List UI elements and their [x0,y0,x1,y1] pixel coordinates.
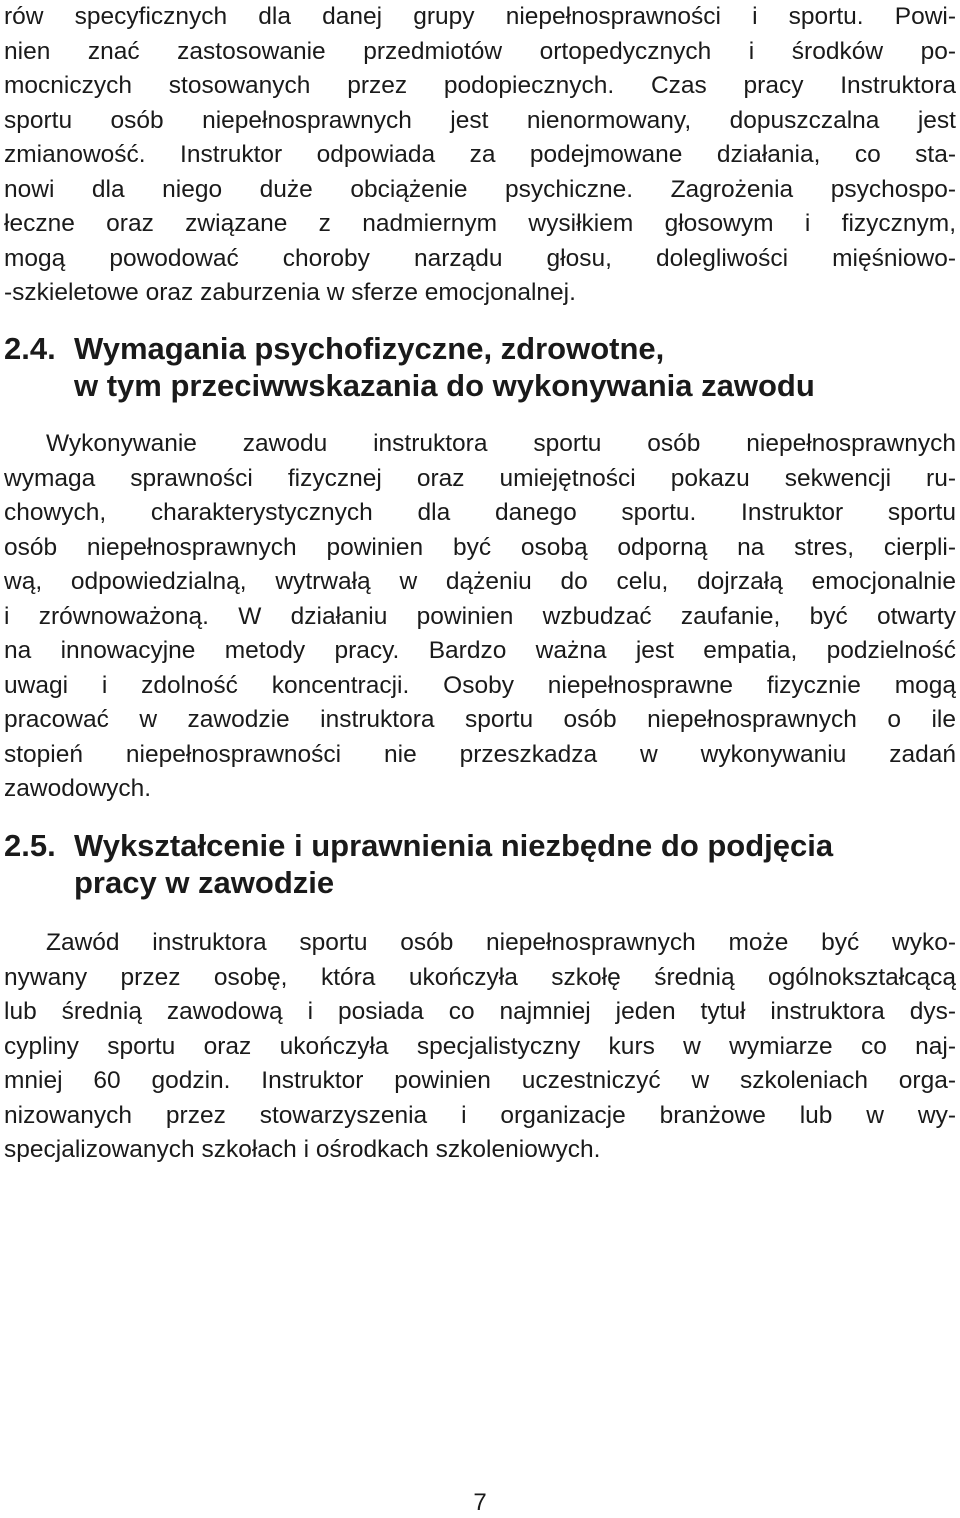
text-line: łeczne oraz związane z nadmiernym wysiłkiem głosowym i fizycznym, [4,210,956,237]
text-line: mogą powodować choroby narządu głosu, dolegliwości mięśniowo- [4,244,956,272]
text-line: nywany przez osobę, która ukończyła szkołę średnią ogólnokształcącą [4,963,956,991]
text-line: osób niepełnosprawnych powinien być osobą odporną na stres, cierpli- [4,533,956,561]
heading-line [4,864,956,901]
section-number: 2.4. [4,331,56,366]
text-line: nizowanych przez stowarzyszenia i organizacje branżowe lub w wy- [4,1101,956,1129]
text-line: Wykonywanie zawodu instruktora sportu osób niepełnosprawnych [46,430,956,457]
heading-title-line-1: Wykształcenie i uprawnienia niezbędne do podjęcia [74,828,834,863]
text-line: -szkieletowe oraz zaburzenia w sferze emocjonalnej. [4,279,576,306]
text-line: wą, odpowiedzialną, wytrwałą w dążeniu do celu, dojrzałą emocjonalnie [4,568,956,595]
heading-line [4,367,956,404]
section-heading-2-5 [4,827,956,901]
text-line: pracować w zawodzie instruktora sportu osób niepełnosprawnych o ile [4,706,956,733]
text-line: rów specyficznych dla danej grupy niepełnosprawności i sportu. Powi- [4,3,956,30]
text-line: specjalizowanych szkołach i ośrodkach szkoleniowych. [4,1136,601,1163]
text-line: i zrównoważoną. W działaniu powinien wzbudzać zaufanie, być otwarty [4,602,956,630]
section-2-5-paragraph [4,926,956,1168]
heading-line [4,827,956,864]
text-line: na innowacyjne metody pracy. Bardzo ważna jest empatia, podzielność [4,637,956,664]
text-line: zawodowych. [4,775,152,802]
text-line: uwagi i zdolność koncentracji. Osoby niepełnosprawne fizycznie mogą [4,671,956,699]
heading-line [4,330,956,367]
text-line: cypliny sportu oraz ukończyła specjalistyczny kurs w wymiarze co naj- [4,1032,956,1060]
text-line: wymaga sprawności fizycznej oraz umiejętności pokazu sekwencji ru- [4,464,956,492]
text-line: nien znać zastosowanie przedmiotów ortopedycznych i środków po- [4,37,956,65]
text-line: sportu osób niepełnosprawnych jest nienormowany, dopuszczalna jest [4,106,956,134]
intro-paragraph [4,0,956,311]
heading-title-line-2: w tym przeciwwskazania do wykonywania zawodu [74,368,815,403]
text-line: stopień niepełnosprawności nie przeszkadza w wykonywaniu zadań [4,740,956,768]
heading-title-line-2: pracy w zawodzie [74,865,335,900]
heading-title-line-1: Wymagania psychofizyczne, zdrowotne, [74,331,665,366]
section-number: 2.5. [4,828,56,863]
text-line: zmianowość. Instruktor odpowiada za podejmowane działania, co sta- [4,141,956,168]
section-2-4-paragraph [4,427,956,807]
text-line: nowi dla niego duże obciążenie psychiczne. Zagrożenia psychospo- [4,175,956,203]
page-number: 7 [473,1489,487,1516]
text-line: mocniczych stosowanych przez podopiecznych. Czas pracy Instruktora [4,72,956,99]
text-line: chowych, charakterystycznych dla danego sportu. Instruktor sportu [4,499,956,526]
text-line: Zawód instruktora sportu osób niepełnosprawnych może być wyko- [46,929,956,956]
text-line: lub średnią zawodową i posiada co najmniej jeden tytuł instruktora dys- [4,998,956,1025]
section-heading-2-4 [4,330,956,404]
text-line: mniej 60 godzin. Instruktor powinien uczestniczyć w szkoleniach orga- [4,1067,956,1094]
